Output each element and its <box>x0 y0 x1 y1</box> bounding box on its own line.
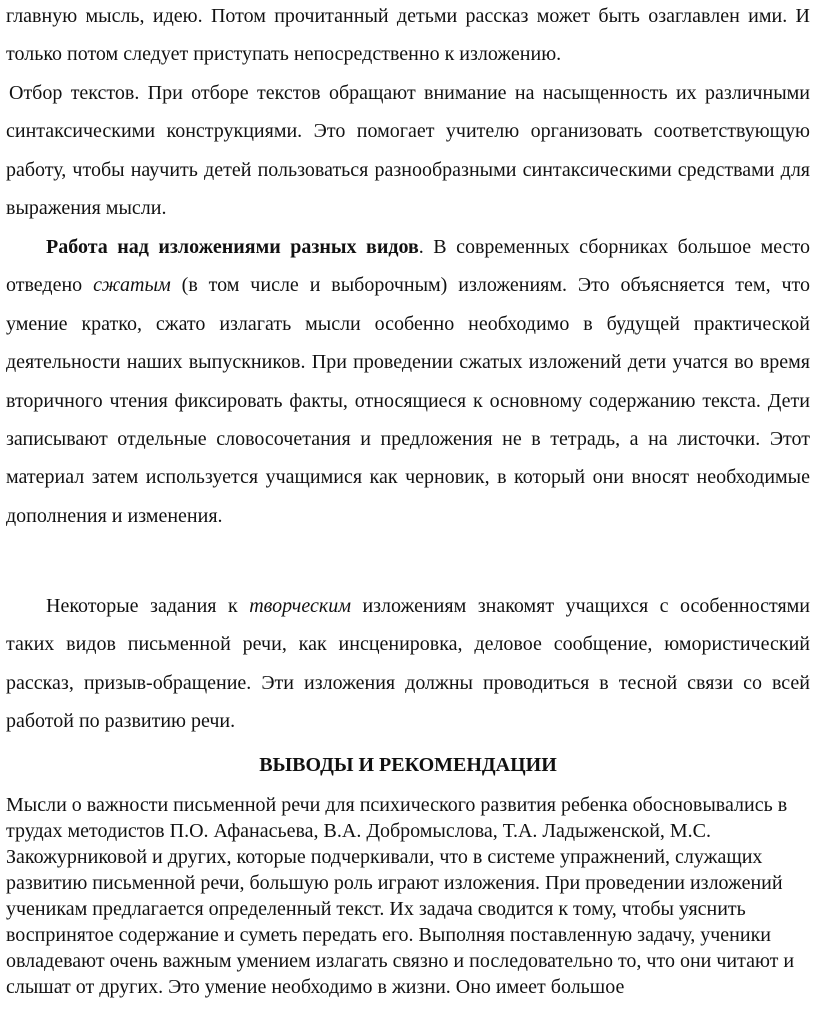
italic-term: творческим <box>249 595 351 617</box>
section-heading-conclusions: ВЫВОДЫ И РЕКОМЕНДАЦИИ <box>259 754 557 776</box>
italic-term: сжатым <box>93 274 171 297</box>
paragraph-creative-tasks <box>6 587 810 741</box>
bold-phrase: Работа над изложениями разных видов <box>46 236 419 258</box>
text-fragment: Некоторые задания к <box>46 595 250 617</box>
text-fragment: изложениям знакомят учащихся с особенностями таких видов письменной речи, как инсценировка, деловое сообщение, юмористический рассказ, призыв-обращение. Эти изложения должны проводиться в тесной связи со всей работой по развитию речи. <box>6 595 811 733</box>
paragraph-intro-continuation: главную мысль, идею. Потом прочитанный детьми рассказ может быть озаглавлен ими. И только потом следует приступать непосредственно к изложению. <box>6 5 810 66</box>
paragraph-conclusions: Мысли о важности письменной речи для психического развития ребенка обосновывались в трудах методистов П.О. Афанасьева, В.А. Добромыслова, Т.А. Ладыженской, М.С. Закожурниковой и других, которые подчеркивали, что в системе упражнений, служащих развитию письменной речи, большую роль играют изложения. При проведении изложений ученикам предлагается определенный текст. Их задача сводится к тому, чтобы уяснить воспринятое содержание и суметь передать его. Выполняя поставленную задачу, ученики овладевают очень важным умением излагать связно и последовательно то, что они читают и слышат от других. Это умение необходимо в жизни. Оно имеет большое <box>6 794 795 998</box>
paragraph-summary-types <box>6 228 810 535</box>
paragraph-text-selection: Отбор текстов. При отборе текстов обращают внимание на насыщенность их различными синтаксическими конструкциями. Это помогает учителю организовать соответствующую работу, чтобы научить детей пользоваться разнообразными синтаксическими средствами для выражения мысли. <box>6 82 810 220</box>
text-fragment: (в том числе и выборочным) изложениям. Это объясняется тем, что умение кратко, сжато излагать мысли особенно необходимо в будущей практической деятельности наших выпускников. При проведении сжатых изложений дети учатся во время вторичного чтения фиксировать факты, относящиеся к основному содержанию текста. Дети записывают отдельные словосочетания и предложения не в тетрадь, а на листочки. Этот материал затем используется учащимися как черновик, в который они вносят необходимые дополнения и изменения. <box>6 274 810 527</box>
text-fragment: . В современных сборниках большое место отведено <box>6 236 811 297</box>
